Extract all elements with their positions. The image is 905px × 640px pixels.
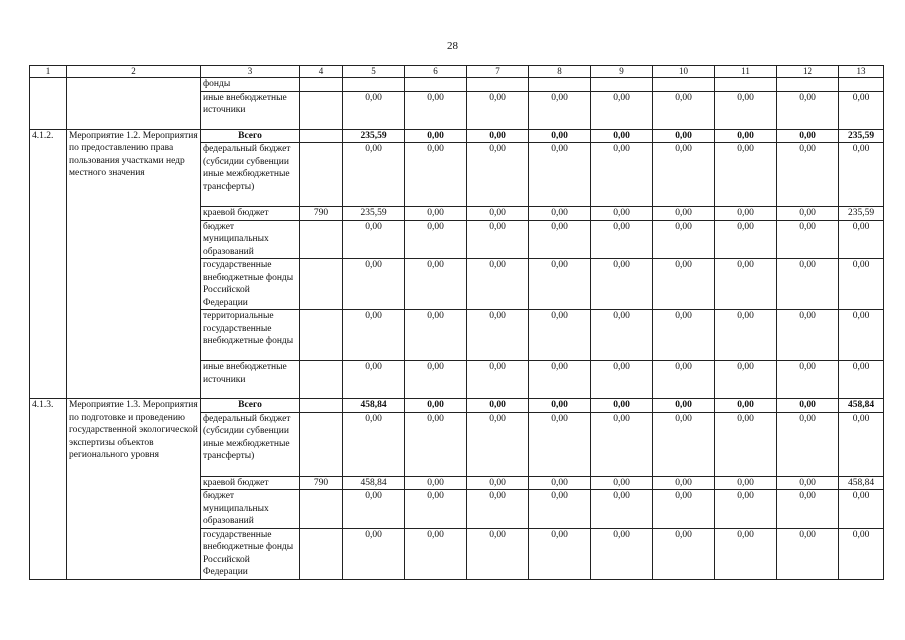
value-cell: 0,00: [467, 129, 529, 143]
value-cell: 0,00: [467, 399, 529, 413]
value-cell: 0,00: [591, 476, 653, 490]
col-header: 1: [30, 66, 67, 78]
value-cell: 0,00: [405, 207, 467, 221]
value-cell: 0,00: [343, 310, 405, 361]
value-cell: 0,00: [839, 259, 884, 310]
kbk-code: [300, 259, 343, 310]
kbk-code: 790: [300, 476, 343, 490]
value-cell: 0,00: [343, 490, 405, 529]
value-cell: 0,00: [467, 91, 529, 129]
measure-title: Мероприятие 1.3. Мероприятия по подготовке и проведению государственной экологической экспертизы объектов регионального уровня: [67, 399, 201, 580]
col-header: 12: [777, 66, 839, 78]
header-row: [30, 66, 884, 78]
value-cell: 458,84: [343, 476, 405, 490]
value-cell: 0,00: [777, 259, 839, 310]
value-cell: 0,00: [653, 528, 715, 579]
value-cell: 0,00: [653, 143, 715, 207]
value-cell: 0,00: [467, 412, 529, 476]
value-cell: 0,00: [467, 143, 529, 207]
value-cell: 0,00: [715, 412, 777, 476]
col-header: 6: [405, 66, 467, 78]
value-cell: 0,00: [529, 412, 591, 476]
kbk-code: 790: [300, 207, 343, 221]
value-cell: 0,00: [715, 399, 777, 413]
value-cell: 0,00: [715, 310, 777, 361]
value-cell: [405, 78, 467, 92]
value-cell: 0,00: [343, 220, 405, 259]
value-cell: 458,84: [839, 399, 884, 413]
value-cell: 0,00: [715, 259, 777, 310]
funding-source: иные внебюджетные источники: [201, 91, 300, 129]
value-cell: 458,84: [343, 399, 405, 413]
value-cell: 0,00: [405, 412, 467, 476]
value-cell: 0,00: [839, 91, 884, 129]
col-header: 2: [67, 66, 201, 78]
table-row: [30, 78, 884, 92]
value-cell: 0,00: [405, 91, 467, 129]
kbk-code: [300, 361, 343, 399]
value-cell: 0,00: [467, 220, 529, 259]
funding-source: Всего: [201, 129, 300, 143]
funding-source: иные внебюджетные источники: [201, 361, 300, 399]
value-cell: 0,00: [467, 476, 529, 490]
value-cell: 0,00: [343, 528, 405, 579]
value-cell: 0,00: [777, 476, 839, 490]
col-header: 11: [715, 66, 777, 78]
value-cell: 0,00: [839, 310, 884, 361]
value-cell: 0,00: [529, 490, 591, 529]
value-cell: 0,00: [715, 476, 777, 490]
value-cell: [777, 78, 839, 92]
value-cell: 0,00: [715, 91, 777, 129]
value-cell: 0,00: [591, 528, 653, 579]
col-header: 8: [529, 66, 591, 78]
funding-source: территориальные государственные внебюджетные фонды: [201, 310, 300, 361]
kbk-code: [300, 528, 343, 579]
value-cell: [715, 78, 777, 92]
value-cell: [653, 78, 715, 92]
value-cell: 0,00: [653, 399, 715, 413]
kbk-code: [300, 412, 343, 476]
value-cell: 0,00: [777, 528, 839, 579]
value-cell: 0,00: [343, 361, 405, 399]
value-cell: 0,00: [343, 91, 405, 129]
value-cell: [343, 78, 405, 92]
value-cell: 0,00: [529, 361, 591, 399]
funding-source: краевой бюджет: [201, 476, 300, 490]
funding-source: краевой бюджет: [201, 207, 300, 221]
budget-table: [29, 65, 884, 580]
value-cell: 0,00: [405, 129, 467, 143]
kbk-code: [300, 399, 343, 413]
value-cell: 0,00: [405, 143, 467, 207]
value-cell: 0,00: [777, 91, 839, 129]
value-cell: 0,00: [777, 310, 839, 361]
value-cell: 0,00: [529, 220, 591, 259]
value-cell: 0,00: [405, 361, 467, 399]
value-cell: 0,00: [591, 412, 653, 476]
measure-title: [67, 78, 201, 130]
value-cell: [529, 78, 591, 92]
value-cell: 0,00: [529, 310, 591, 361]
value-cell: 0,00: [653, 476, 715, 490]
col-header: 10: [653, 66, 715, 78]
col-header: 5: [343, 66, 405, 78]
col-header: 7: [467, 66, 529, 78]
funding-source: бюджет муниципальных образований: [201, 490, 300, 529]
value-cell: 0,00: [591, 310, 653, 361]
value-cell: 0,00: [777, 412, 839, 476]
value-cell: 0,00: [529, 476, 591, 490]
value-cell: [467, 78, 529, 92]
table-row: [30, 399, 884, 413]
value-cell: 0,00: [777, 207, 839, 221]
value-cell: 235,59: [343, 207, 405, 221]
funding-source: федеральный бюджет (субсидии субвенции иные межбюджетные трансферты): [201, 412, 300, 476]
value-cell: 0,00: [591, 259, 653, 310]
measure-title: Мероприятие 1.2. Мероприятия по предоставлению права пользования участками недр местного значения: [67, 129, 201, 399]
value-cell: 0,00: [715, 129, 777, 143]
kbk-code: [300, 129, 343, 143]
value-cell: 0,00: [715, 361, 777, 399]
value-cell: 0,00: [529, 143, 591, 207]
funding-source: фонды: [201, 78, 300, 92]
value-cell: 0,00: [405, 490, 467, 529]
value-cell: 0,00: [405, 399, 467, 413]
funding-source: государственные внебюджетные фонды Российской Федерации: [201, 528, 300, 579]
value-cell: 0,00: [467, 528, 529, 579]
value-cell: 0,00: [839, 361, 884, 399]
col-header: 9: [591, 66, 653, 78]
table-row: [30, 129, 884, 143]
value-cell: 0,00: [653, 259, 715, 310]
value-cell: 0,00: [839, 490, 884, 529]
value-cell: 0,00: [777, 490, 839, 529]
value-cell: 0,00: [591, 399, 653, 413]
col-header: 13: [839, 66, 884, 78]
kbk-code: [300, 78, 343, 92]
value-cell: 0,00: [715, 490, 777, 529]
value-cell: 0,00: [467, 310, 529, 361]
col-header: 3: [201, 66, 300, 78]
funding-source: федеральный бюджет (субсидии субвенции иные межбюджетные трансферты): [201, 143, 300, 207]
kbk-code: [300, 143, 343, 207]
page-number: 28: [447, 40, 458, 52]
value-cell: 0,00: [715, 220, 777, 259]
value-cell: 0,00: [343, 143, 405, 207]
value-cell: 0,00: [777, 129, 839, 143]
value-cell: 0,00: [529, 129, 591, 143]
funding-source: государственные внебюджетные фонды Российской Федерации: [201, 259, 300, 310]
value-cell: 0,00: [653, 490, 715, 529]
value-cell: 0,00: [529, 207, 591, 221]
measure-code: 4.1.2.: [30, 129, 67, 399]
kbk-code: [300, 220, 343, 259]
value-cell: 235,59: [343, 129, 405, 143]
value-cell: 0,00: [653, 207, 715, 221]
value-cell: 0,00: [467, 490, 529, 529]
value-cell: 0,00: [839, 220, 884, 259]
value-cell: 0,00: [777, 220, 839, 259]
value-cell: 0,00: [653, 220, 715, 259]
kbk-code: [300, 310, 343, 361]
value-cell: 0,00: [653, 412, 715, 476]
value-cell: 0,00: [715, 528, 777, 579]
value-cell: 0,00: [777, 361, 839, 399]
kbk-code: [300, 91, 343, 129]
kbk-code: [300, 490, 343, 529]
value-cell: 0,00: [405, 476, 467, 490]
value-cell: 0,00: [591, 490, 653, 529]
value-cell: 235,59: [839, 129, 884, 143]
value-cell: 0,00: [777, 399, 839, 413]
measure-code: 4.1.3.: [30, 399, 67, 580]
value-cell: 0,00: [653, 91, 715, 129]
value-cell: 0,00: [467, 259, 529, 310]
measure-code: [30, 78, 67, 130]
value-cell: 0,00: [591, 91, 653, 129]
value-cell: 0,00: [591, 129, 653, 143]
value-cell: 0,00: [839, 412, 884, 476]
value-cell: 0,00: [839, 528, 884, 579]
value-cell: 235,59: [839, 207, 884, 221]
value-cell: 0,00: [405, 528, 467, 579]
value-cell: 0,00: [715, 207, 777, 221]
col-header: 4: [300, 66, 343, 78]
value-cell: 0,00: [591, 143, 653, 207]
value-cell: 0,00: [405, 259, 467, 310]
value-cell: 0,00: [529, 259, 591, 310]
value-cell: 0,00: [653, 361, 715, 399]
value-cell: 0,00: [405, 310, 467, 361]
value-cell: 0,00: [343, 412, 405, 476]
value-cell: 0,00: [529, 399, 591, 413]
value-cell: 0,00: [591, 207, 653, 221]
value-cell: [839, 78, 884, 92]
funding-source: Всего: [201, 399, 300, 413]
value-cell: 0,00: [591, 220, 653, 259]
value-cell: 458,84: [839, 476, 884, 490]
value-cell: 0,00: [777, 143, 839, 207]
value-cell: 0,00: [529, 528, 591, 579]
value-cell: 0,00: [529, 91, 591, 129]
value-cell: 0,00: [839, 143, 884, 207]
value-cell: 0,00: [343, 259, 405, 310]
value-cell: 0,00: [405, 220, 467, 259]
funding-source: бюджет муниципальных образований: [201, 220, 300, 259]
value-cell: 0,00: [653, 310, 715, 361]
value-cell: [591, 78, 653, 92]
value-cell: 0,00: [591, 361, 653, 399]
value-cell: 0,00: [653, 129, 715, 143]
value-cell: 0,00: [467, 207, 529, 221]
value-cell: 0,00: [715, 143, 777, 207]
value-cell: 0,00: [467, 361, 529, 399]
